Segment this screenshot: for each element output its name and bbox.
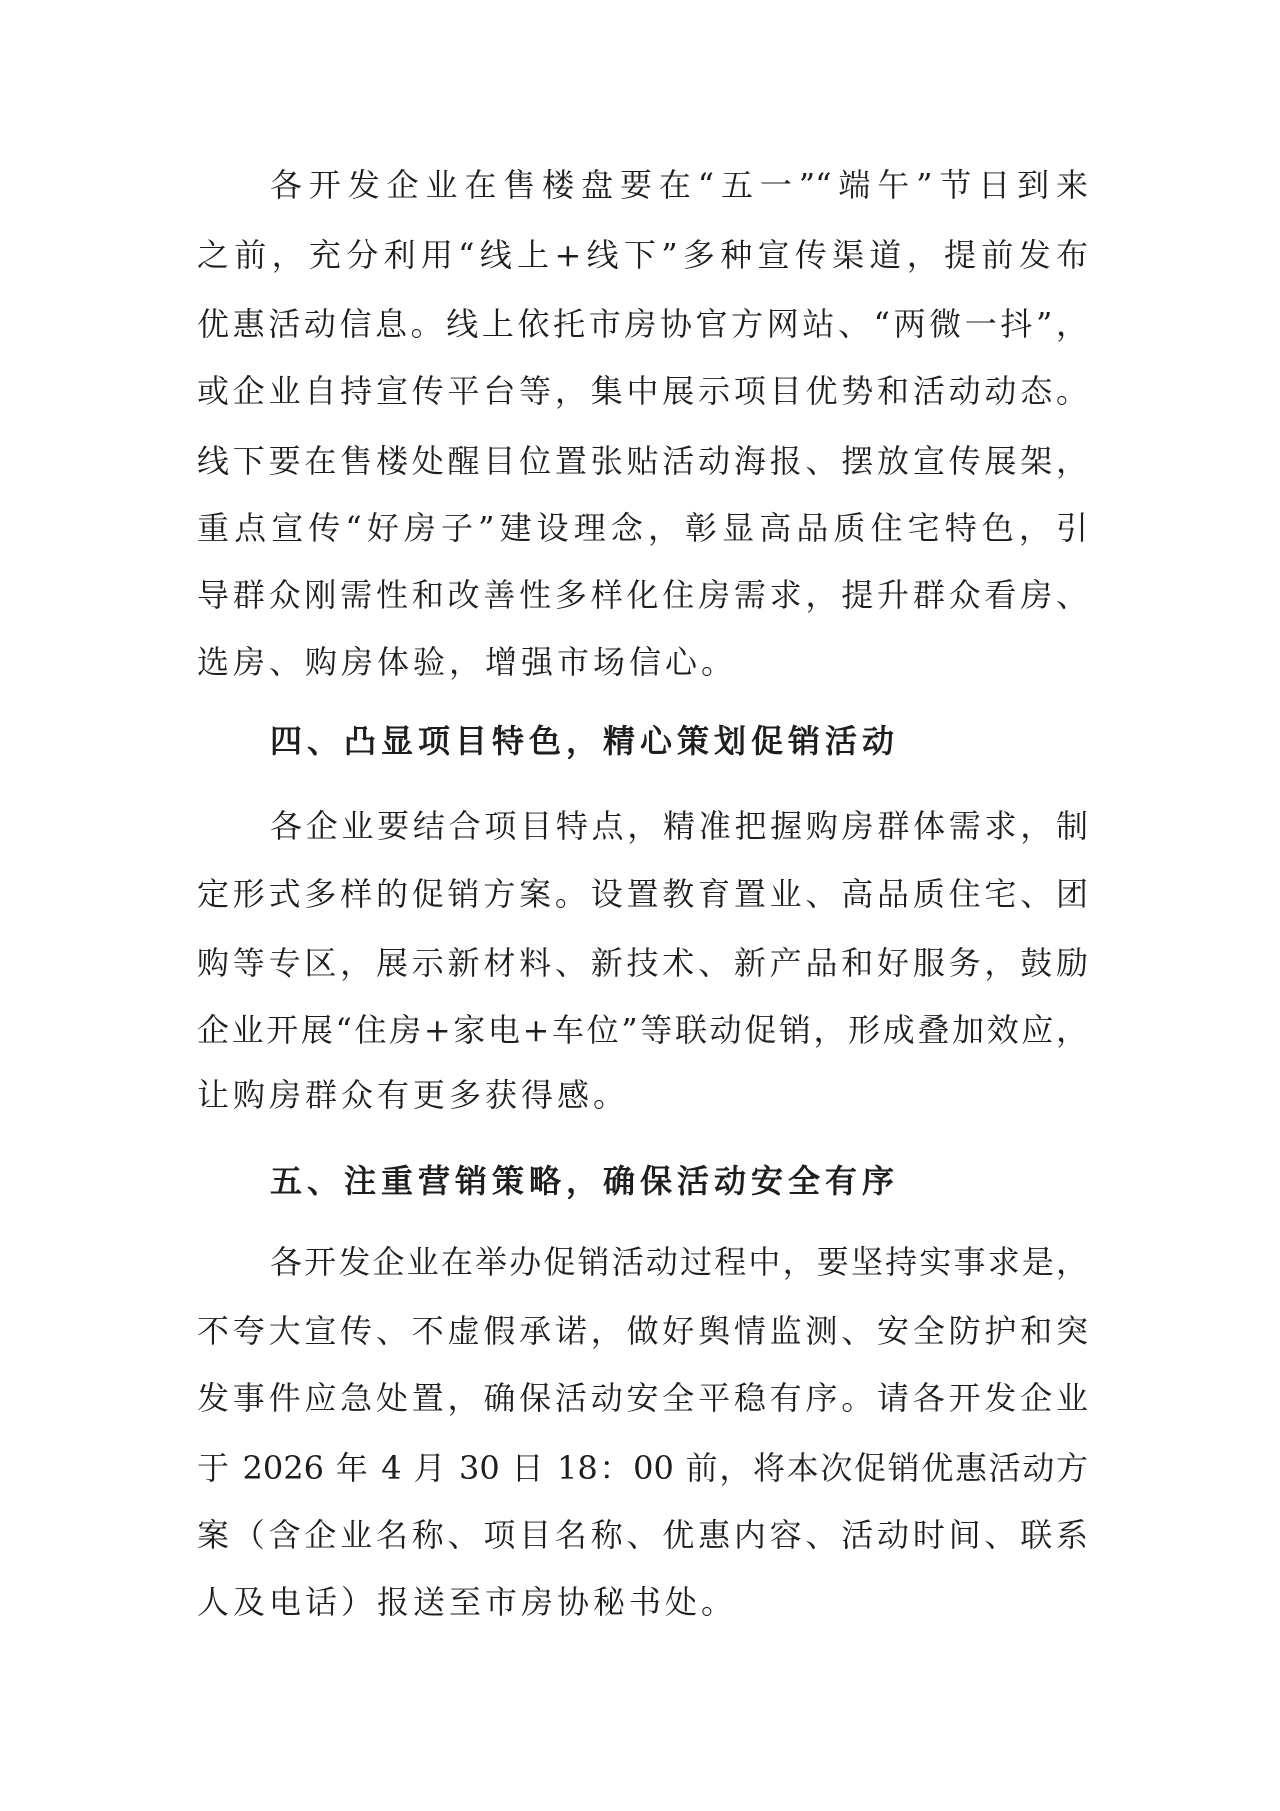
paragraph-line: 优惠活动信息。线上依托市房协官方网站、“两微一抖”， (197, 305, 1088, 343)
paragraph-line: 或企业自持宣传平台等，集中展示项目优势和活动动态。 (197, 372, 1088, 410)
paragraph-line: 导群众刚需性和改善性多样化住房需求，提升群众看房、 (197, 576, 1088, 614)
paragraph-line: 选房、购房体验，增强市场信心。 (197, 643, 738, 681)
paragraph-line: 各开发企业在售楼盘要在“五一”“端午”节日到来 (270, 166, 1088, 204)
paragraph-line: 线下要在售楼处醒目位置张贴活动海报、摆放宣传展架， (197, 442, 1088, 480)
paragraph-line: 于 2026 年 4 月 30 日 18：00 前，将本次促销优惠活动方 (197, 1449, 1088, 1487)
paragraph-line: 不夸大宣传、不虚假承诺，做好舆情监测、安全防护和突 (197, 1312, 1088, 1350)
paragraph-line: 企业开展“住房+家电+车位”等联动促销，形成叠加效应， (197, 1011, 1088, 1049)
section-heading: 五、注重营销策略，确保活动安全有序 (270, 1162, 900, 1200)
paragraph-line: 发事件应急处置，确保活动安全平稳有序。请各开发企业 (197, 1379, 1088, 1417)
paragraph-line: 各开发企业在举办促销活动过程中，要坚持实事求是， (270, 1243, 1088, 1281)
section-heading: 四、凸显项目特色，精心策划促销活动 (270, 722, 900, 760)
paragraph-line: 让购房群众有更多获得感。 (197, 1076, 630, 1114)
paragraph-line: 案（含企业名称、项目名称、优惠内容、活动时间、联系 (197, 1516, 1088, 1554)
paragraph-line: 定形式多样的促销方案。设置教育置业、高品质住宅、团 (197, 875, 1088, 913)
paragraph-line: 重点宣传“好房子”建设理念，彰显高品质住宅特色，引 (197, 509, 1088, 547)
paragraph-line: 购等专区，展示新材料、新技术、新产品和好服务，鼓励 (197, 944, 1088, 982)
paragraph-line: 之前，充分利用“线上+线下”多种宣传渠道，提前发布 (197, 236, 1088, 274)
paragraph-line: 各企业要结合项目特点，精准把握购房群体需求，制 (270, 807, 1088, 845)
paragraph-line: 人及电话）报送至市房协秘书处。 (197, 1583, 738, 1621)
